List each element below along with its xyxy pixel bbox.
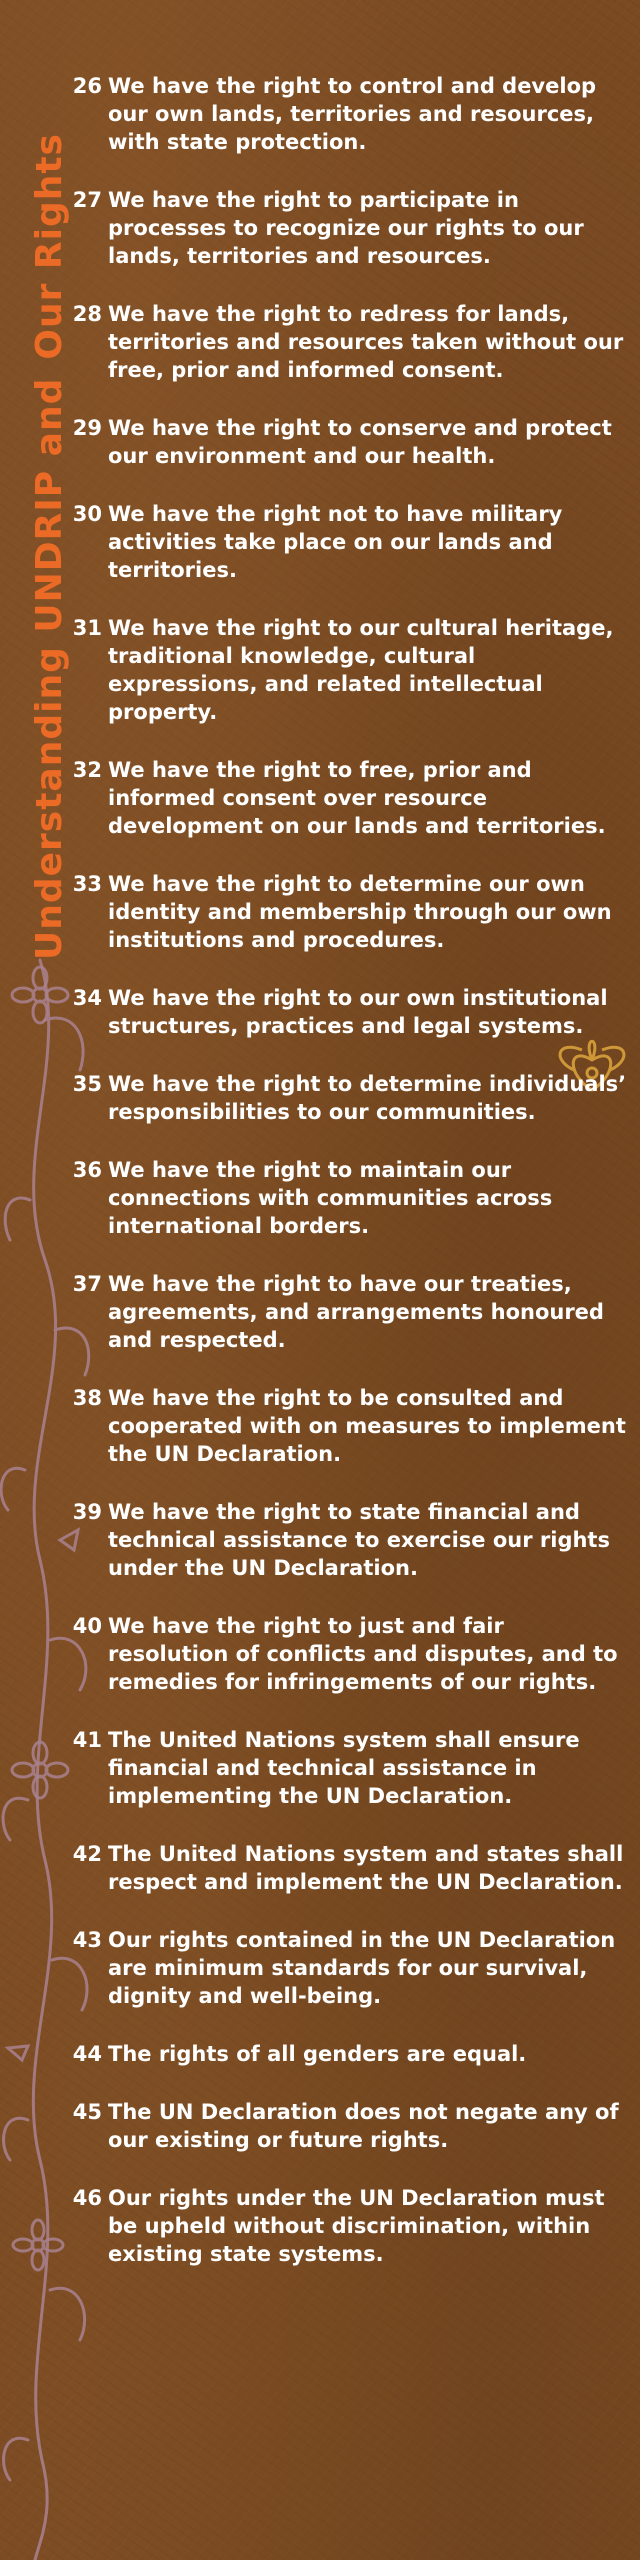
- right-text: We have the right to maintain our connections with communities across international borders.: [108, 1158, 553, 1238]
- right-text: We have the right not to have military activities take place on our lands and territories.: [108, 502, 563, 582]
- right-number: 40: [72, 1614, 102, 1638]
- right-number: 43: [72, 1928, 102, 1952]
- right-number: 28: [72, 302, 102, 326]
- right-item-41: [68, 1726, 630, 1810]
- right-text: Our rights under the UN Declaration must be upheld without discrimination, within existing state systems.: [108, 2186, 605, 2266]
- right-text: The United Nations system shall ensure financial and technical assistance in implementing the UN Declaration.: [108, 1728, 580, 1808]
- title-part-2: Our Rights: [29, 133, 70, 360]
- right-number: 35: [72, 1072, 102, 1096]
- right-number: 38: [72, 1386, 102, 1410]
- right-text: We have the right to conserve and protect our environment and our health.: [108, 416, 612, 468]
- right-item-42: [68, 1840, 630, 1896]
- right-item-45: [68, 2098, 630, 2154]
- right-number: 39: [72, 1500, 102, 1524]
- right-number: 27: [72, 188, 102, 212]
- rights-list: [68, 72, 630, 2268]
- right-number: 36: [72, 1158, 102, 1182]
- right-number: 30: [72, 502, 102, 526]
- right-text: We have the right to participate in processes to recognize our rights to our lands, territories and resources.: [108, 188, 584, 268]
- right-number: 33: [72, 872, 102, 896]
- right-item-46: [68, 2184, 630, 2268]
- right-text: We have the right to just and fair resolution of conflicts and disputes, and to remedies for infringements of our rights.: [108, 1614, 618, 1694]
- right-number: 44: [72, 2042, 102, 2066]
- right-number: 31: [72, 616, 102, 640]
- right-text: We have the right to determine our own identity and membership through our own institutions and procedures.: [108, 872, 612, 952]
- right-item-39: [68, 1498, 630, 1582]
- right-item-43: [68, 1926, 630, 2010]
- right-item-44: [68, 2040, 630, 2068]
- right-item-36: [68, 1156, 630, 1240]
- right-text: We have the right to determine individuals’ responsibilities to our communities.: [108, 1072, 627, 1124]
- right-item-30: [68, 500, 630, 584]
- right-number: 41: [72, 1728, 102, 1752]
- right-item-34: [68, 984, 630, 1040]
- right-number: 29: [72, 416, 102, 440]
- right-text: The rights of all genders are equal.: [108, 2042, 527, 2066]
- right-item-31: [68, 614, 630, 726]
- right-item-40: [68, 1612, 630, 1696]
- vertical-title: [30, 60, 70, 960]
- right-text: Our rights contained in the UN Declaration are minimum standards for our survival, dignity and well-being.: [108, 1928, 616, 2008]
- right-text: The UN Declaration does not negate any of our existing or future rights.: [108, 2100, 619, 2152]
- right-number: 46: [72, 2186, 102, 2210]
- right-number: 45: [72, 2100, 102, 2124]
- right-text: We have the right to state financial and technical assistance to exercise our rights under the UN Declaration.: [108, 1500, 610, 1580]
- right-number: 42: [72, 1842, 102, 1866]
- right-text: We have the right to our cultural heritage, traditional knowledge, cultural expressions, and related intellectual property.: [108, 616, 614, 724]
- right-item-29: [68, 414, 630, 470]
- right-number: 34: [72, 986, 102, 1010]
- right-text: We have the right to our own institutional structures, practices and legal systems.: [108, 986, 608, 1038]
- right-text: We have the right to be consulted and cooperated with on measures to implement the UN Declaration.: [108, 1386, 626, 1466]
- right-item-37: [68, 1270, 630, 1354]
- right-text: We have the right to control and develop our own lands, territories and resources, with state protection.: [108, 74, 597, 154]
- right-number: 32: [72, 758, 102, 782]
- right-item-26: [68, 72, 630, 156]
- right-number: 37: [72, 1272, 102, 1296]
- right-text: We have the right to redress for lands, territories and resources taken without our free, prior and informed consent.: [108, 302, 624, 382]
- right-item-28: [68, 300, 630, 384]
- right-item-38: [68, 1384, 630, 1468]
- title-part-1: Understanding UNDRIP and: [29, 377, 70, 960]
- right-text: We have the right to have our treaties, agreements, and arrangements honoured and respected.: [108, 1272, 604, 1352]
- right-item-33: [68, 870, 630, 954]
- right-text: The United Nations system and states shall respect and implement the UN Declaration.: [108, 1842, 624, 1894]
- right-item-27: [68, 186, 630, 270]
- right-item-35: [68, 1070, 630, 1126]
- right-item-32: [68, 756, 630, 840]
- right-text: We have the right to free, prior and informed consent over resource development on our lands and territories.: [108, 758, 606, 838]
- right-number: 26: [72, 74, 102, 98]
